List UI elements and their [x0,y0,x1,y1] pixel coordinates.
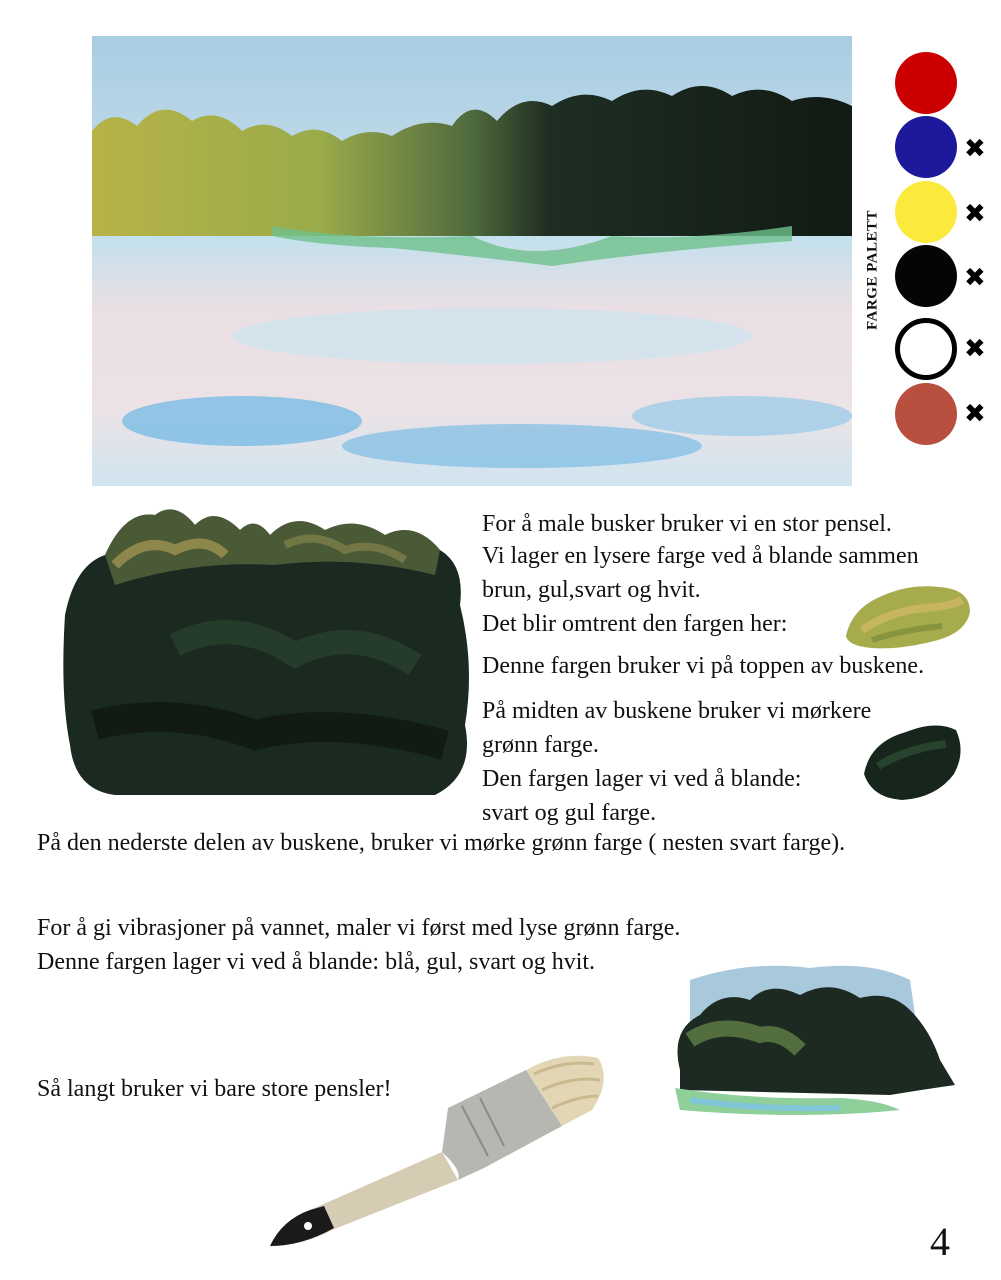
palette-title: FARGE PALETT [864,209,881,331]
bushes-text-line-2: Vi lager en lysere farge ved å blande sammen [482,543,919,569]
palette-mark-blue-icon: ✖ [964,134,986,164]
palette-swatch-white [895,318,957,380]
water-text-line-1: For å gi vibrasjoner på vannet, maler vi først med lyse grønn farge. [37,915,681,941]
paint-brush-icon [262,1050,612,1250]
bushes-text-line-6: På midten av buskene bruker vi mørkere [482,698,872,724]
palette-mark-yellow-icon: ✖ [964,199,986,229]
brush-note-text: Så langt bruker vi bare store pensler! [37,1076,392,1102]
bushes-text-line-3: brun, gul,svart og hvit. [482,577,701,603]
landscape-painting [92,36,852,486]
water-example-painting [660,960,960,1120]
palette-mark-brown-icon: ✖ [964,399,986,429]
water-text-line-2: Denne fargen lager vi ved å blande: blå, gul, svart og hvit. [37,949,596,975]
bushes-text-line-8: Den fargen lager vi ved å blande: [482,766,802,792]
palette-swatch-red [895,52,957,114]
palette-mark-black-icon: ✖ [964,263,986,293]
dark-green-sample [858,718,966,802]
palette-mark-white-icon: ✖ [964,334,986,364]
bushes-text-line-10: På den nederste delen av buskene, bruker vi mørke grønn farge ( nesten svart farge). [37,830,846,856]
palette-swatch-yellow [895,181,957,243]
bushes-illustration [55,495,480,805]
palette-swatch-blue [895,116,957,178]
palette-swatch-brown [895,383,957,445]
bushes-text-line-4: Det blir omtrent den fargen her: [482,611,788,637]
bushes-text-line-9: svart og gul farge. [482,800,657,826]
page-number: 4 [930,1219,950,1264]
light-color-sample [842,580,974,652]
bushes-text-line-5: Denne fargen bruker vi på toppen av buskene. [482,653,925,679]
palette-swatch-black [895,245,957,307]
bushes-text-line-1: For å male busker bruker vi en stor pensel. [482,511,892,537]
bushes-text-line-7: grønn farge. [482,732,599,758]
